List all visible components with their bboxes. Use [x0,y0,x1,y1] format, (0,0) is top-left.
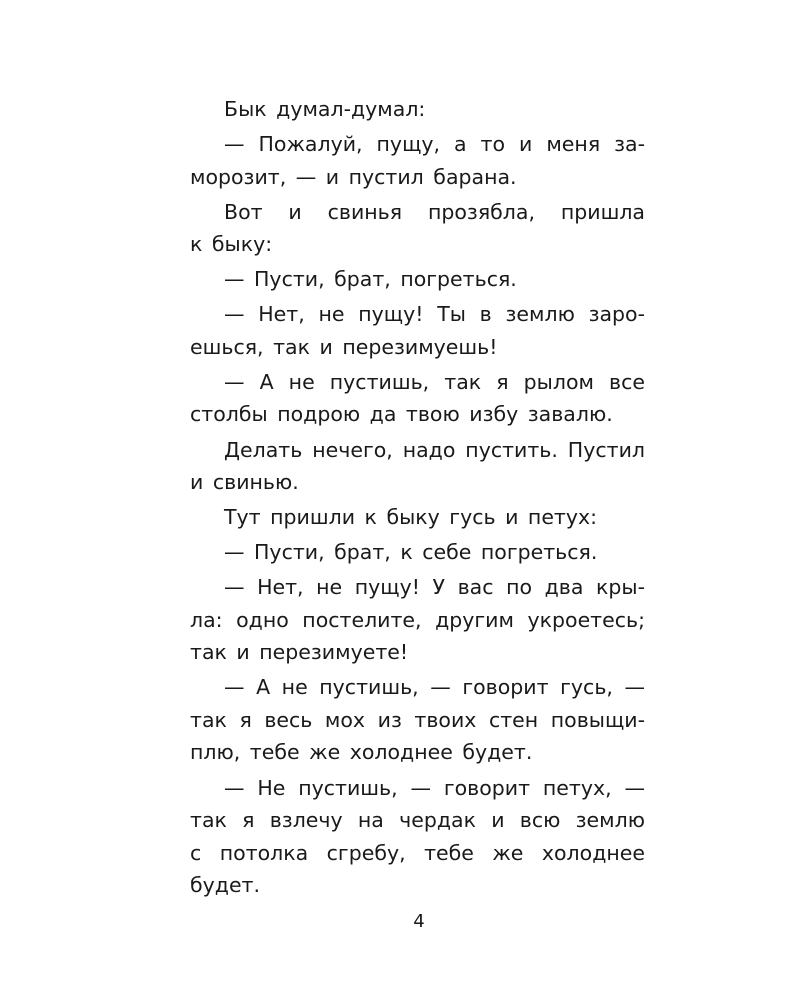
text-line: — Пожалуй, пущу, а то и меня за- [224,132,645,157]
text-line: — Нет, не пущу! Ты в землю заро- [224,302,645,327]
text-line: будет. [190,873,261,898]
text-line: с потолка сгребу, тебе же холоднее [190,840,645,865]
text-line: и свинью. [190,470,299,495]
text-line: так я весь мох из твоих стен повыщи- [190,707,645,732]
page-number: 4 [413,911,425,932]
text-line: — А не пустишь, — говорит гусь, — [224,675,645,700]
text-line: ешься, так и перезимуешь! [190,334,498,359]
text-line: Бык думал-думал: [224,97,426,121]
text-line: столбы подрою да твою избу завалю. [190,402,613,427]
text-line: Тут пришли к быку гусь и петух: [224,505,598,530]
text-line: Делать нечего, надо пустить. Пустил [224,437,645,462]
text-line: — Пусти, брат, погреться. [224,267,517,292]
text-line: плю, тебе же холоднее будет. [190,740,533,765]
text-line: — А не пустишь, так я рылом все [224,369,645,394]
text-line: так я взлечу на чердак и всю землю [190,808,645,833]
text-line: — Не пустишь, — говорит петух, — [224,775,645,800]
text-line: — Нет, не пущу! У вас по два кры- [224,575,645,600]
text-line: так и перезимуете! [190,640,409,665]
text-line: морозит, — и пустил барана. [190,164,517,189]
text-line: к быку: [190,232,273,257]
text-line: — Пусти, брат, к себе погреться. [224,540,598,565]
text-line: Вот и свинья прозябла, пришла [224,199,645,224]
text-line: ла: одно постелите, другим укроетесь; [190,607,645,632]
story-text [190,93,645,902]
